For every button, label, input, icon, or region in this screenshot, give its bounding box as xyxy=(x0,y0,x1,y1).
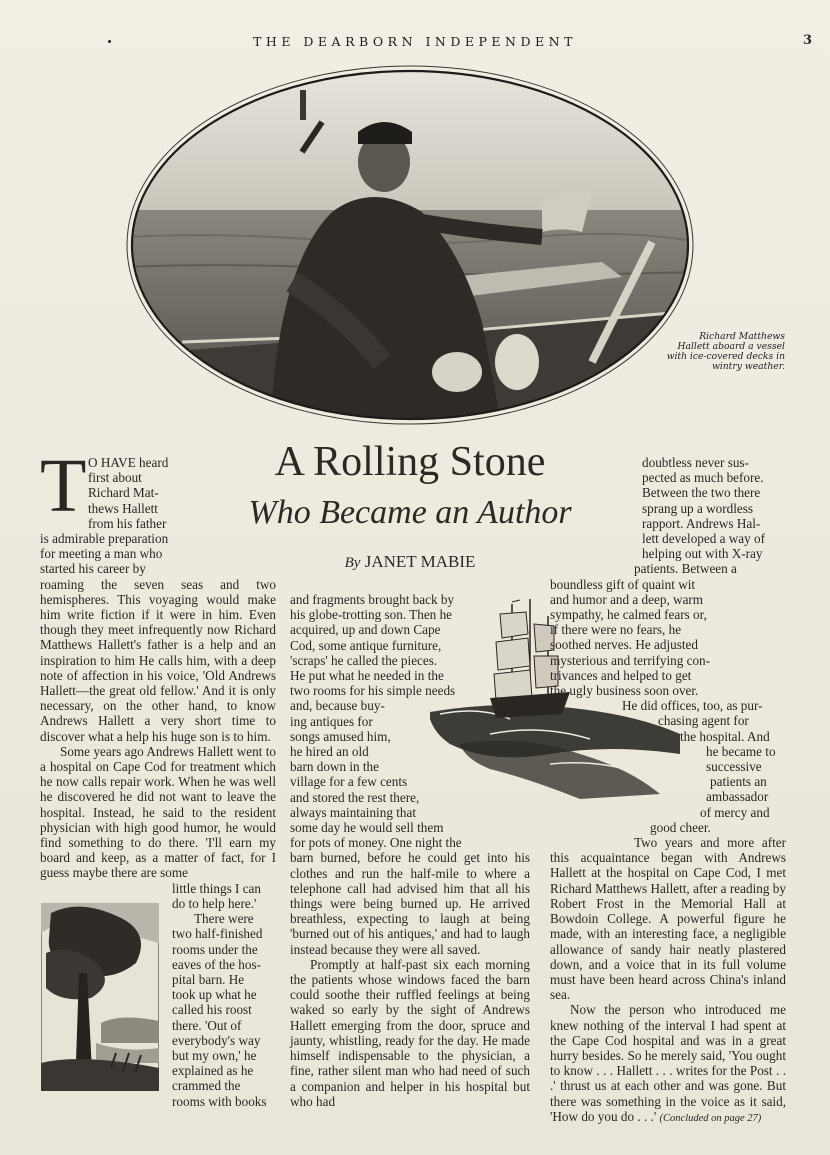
text-line: and, because buy- xyxy=(290,698,385,714)
text-line: pital barn. He xyxy=(172,971,245,987)
tree-illustration xyxy=(41,903,159,1091)
text-line: his globe-trotting son. Then he xyxy=(290,607,453,623)
text-line: Cod, some antique furniture, xyxy=(290,637,442,653)
page-number: 3 xyxy=(802,33,812,48)
byline-prefix: By xyxy=(344,555,361,571)
text-line: He put what he needed in the xyxy=(290,668,444,684)
byline-author: JANET MABIE xyxy=(364,552,476,571)
text-line: 'scraps' he called the pieces. xyxy=(290,652,438,668)
text-line: doubtless never sus- xyxy=(642,455,749,470)
column-3 xyxy=(550,455,786,1126)
col3-top-lines xyxy=(550,455,786,561)
text-line: there. 'Out of xyxy=(172,1017,242,1033)
text-line: he hired an old xyxy=(290,744,369,760)
paragraph: Some years ago Andrews Hallett went to a hospital on Cape Cod for treatment which he now calls repair work. When he was well he discovered he did not want to leave the hospital. Instead, he said to the resident physician with high good humor, he would find something to do there. 'I'll earn my board and keep, as a matter of fact, for I guess maybe there are some xyxy=(40,743,276,881)
sailor-photo-illustration xyxy=(122,62,698,428)
photo-caption: Richard Matthews Hallett aboard a vessel with ice-covered decks in wintry weather. xyxy=(666,331,785,372)
text-line: for pots of money. One night the xyxy=(290,835,462,851)
text-line: rooms under the xyxy=(172,941,258,957)
text-line: always maintaining that xyxy=(290,804,416,820)
text-line: boundless gift of quaint wit xyxy=(550,576,696,592)
text-line: sprang up a wordless xyxy=(642,500,753,516)
oval-photograph xyxy=(122,62,698,428)
text-line: helping out with X-ray xyxy=(642,546,763,562)
text-line: if there were no fears, he xyxy=(550,622,682,638)
text-line: but my own,' he xyxy=(172,1047,257,1063)
text-line: patients an xyxy=(710,774,767,790)
text-line: barn down in the xyxy=(290,759,379,775)
col1-lead-lines-b xyxy=(40,531,276,577)
col1-lead-lines-a xyxy=(40,455,276,531)
text-line: mysterious and terrifying con- xyxy=(550,652,711,668)
text-line: crammed the xyxy=(172,1078,241,1094)
text-line: is admirable preparation xyxy=(40,531,169,547)
text-line: village for a few cents xyxy=(290,774,408,790)
paragraph xyxy=(550,1002,786,1126)
text-line: and humor and a deep, warm xyxy=(550,591,704,607)
col3-narrow-lines xyxy=(550,698,786,835)
text-line: for meeting a man who xyxy=(40,546,163,562)
paragraph: Promptly at half-past six each morning the patients whose windows faced the barn could soothe their ruffled feelings at being waked so early by the sight of Andrews Hallett emerging from the door, spruce and jaunty, whistling, ready for the day. He made himself indispensable to the physician, a fine, rather silent man who had need of such a companion and helper in his hospital but who had xyxy=(290,956,530,1109)
text-line: chasing agent for xyxy=(658,713,749,729)
text-line: O HAVE heard xyxy=(88,455,169,470)
text-line: Between the two there xyxy=(642,485,761,501)
text-line: explained as he xyxy=(172,1063,254,1079)
text-line: two half-finished xyxy=(172,926,263,942)
text-line: two rooms for his simple needs xyxy=(290,683,456,699)
paragraph: roaming the seven seas and two hemispheres. This voyaging would make him write fiction if it were in him. Even though they meet infrequently now Richard Matthews Hallett's father is a help and an inspiration to him He calls him, with a deep note of affection in his voice, 'Old Andrews Hallett—the great old fellow.' And it is only necessary, on the other hand, to know Andrews Hallett a very short time to discover what a help his huge son is to him. xyxy=(40,576,276,744)
text-line: from his father xyxy=(88,515,167,531)
text-line: started his career by xyxy=(40,561,146,577)
text-line: he became to xyxy=(706,743,776,759)
text-line: lett developed a way of xyxy=(642,531,766,547)
text-line: little things I can xyxy=(172,880,261,896)
text-line: He did offices, too, as pur- xyxy=(622,698,763,714)
text-line: sympathy, he calmed fears or, xyxy=(550,607,707,623)
text-line: rooms with books xyxy=(172,1093,267,1109)
text-line: ing antiques for xyxy=(290,713,373,729)
text-line: first about xyxy=(88,470,142,486)
running-header: THE DEARBORN INDEPENDENT xyxy=(253,34,577,49)
text-line: took up what he xyxy=(172,987,257,1003)
text-line: Richard Mat- xyxy=(88,485,159,501)
paragraph-text: Now the person who introduced me knew nothing of the interval I had spent at the Cape Cod hospital and was in a great hurry besides. So he merely said, 'You ought to know . . . Hallett . . . writes for the Post . . .' thrust us at each other and was gone. But there was something in the voice as it said, 'How do you do . . .' xyxy=(550,1002,786,1124)
text-line: and stored the rest there, xyxy=(290,789,420,805)
drop-cap: T xyxy=(40,444,87,528)
text-line: some day he would sell them xyxy=(290,820,444,836)
paragraph: Two years and more after this acquaintance began with Andrews Hallett at the hospital on Cape Cod, I met Richard Matthews Hallett, after a reading by Robert Frost in the Memorial Hall at Bowdoin College. A powerful figure he made, with an interesting face, a negligible allowance of sandy hair neatly plastered down, and a voice that in its full volume must have been heard across China's inland sea. xyxy=(550,835,786,1003)
text-line: acquired, up and down Cape xyxy=(290,622,441,638)
text-line: and fragments brought back by xyxy=(290,592,455,607)
article-subtitle: Who Became an Author xyxy=(248,494,572,531)
text-line: soothed nerves. He adjusted xyxy=(550,637,698,653)
text-line: everybody's way xyxy=(172,1032,261,1048)
article-title: A Rolling Stone xyxy=(274,439,546,485)
text-line: patients. Between a xyxy=(634,561,737,577)
text-line: rapport. Andrews Hal- xyxy=(642,515,761,531)
text-line: called his roost xyxy=(172,1002,252,1018)
text-line: pected as much before. xyxy=(642,470,764,486)
text-line: trivances and helped to get xyxy=(550,667,692,683)
text-line: successive xyxy=(706,759,762,775)
text-line: the hospital. And xyxy=(680,728,770,744)
text-line: There were xyxy=(194,911,254,927)
text-line: good cheer. xyxy=(650,819,711,835)
col3-wide-lines xyxy=(550,561,786,698)
text-line: ambassador xyxy=(706,789,769,805)
paragraph: barn burned, before he could get into his clothes and run the half-mile to where a telephone call had advised him that all his things were being burned up. He arrived breathless, expecting to laugh at being 'burned out of his antiques,' and had to laugh instead because they were all saved. xyxy=(290,850,530,957)
text-line: thews Hallett xyxy=(88,500,158,516)
text-line: do to help here.' xyxy=(172,895,257,911)
continued-note: (Concluded on page 27) xyxy=(659,1112,762,1124)
text-line: of mercy and xyxy=(700,804,770,820)
text-line: songs amused him, xyxy=(290,728,391,744)
text-line: the ugly business soon over. xyxy=(550,683,699,699)
text-line: eaves of the hos- xyxy=(172,956,261,972)
